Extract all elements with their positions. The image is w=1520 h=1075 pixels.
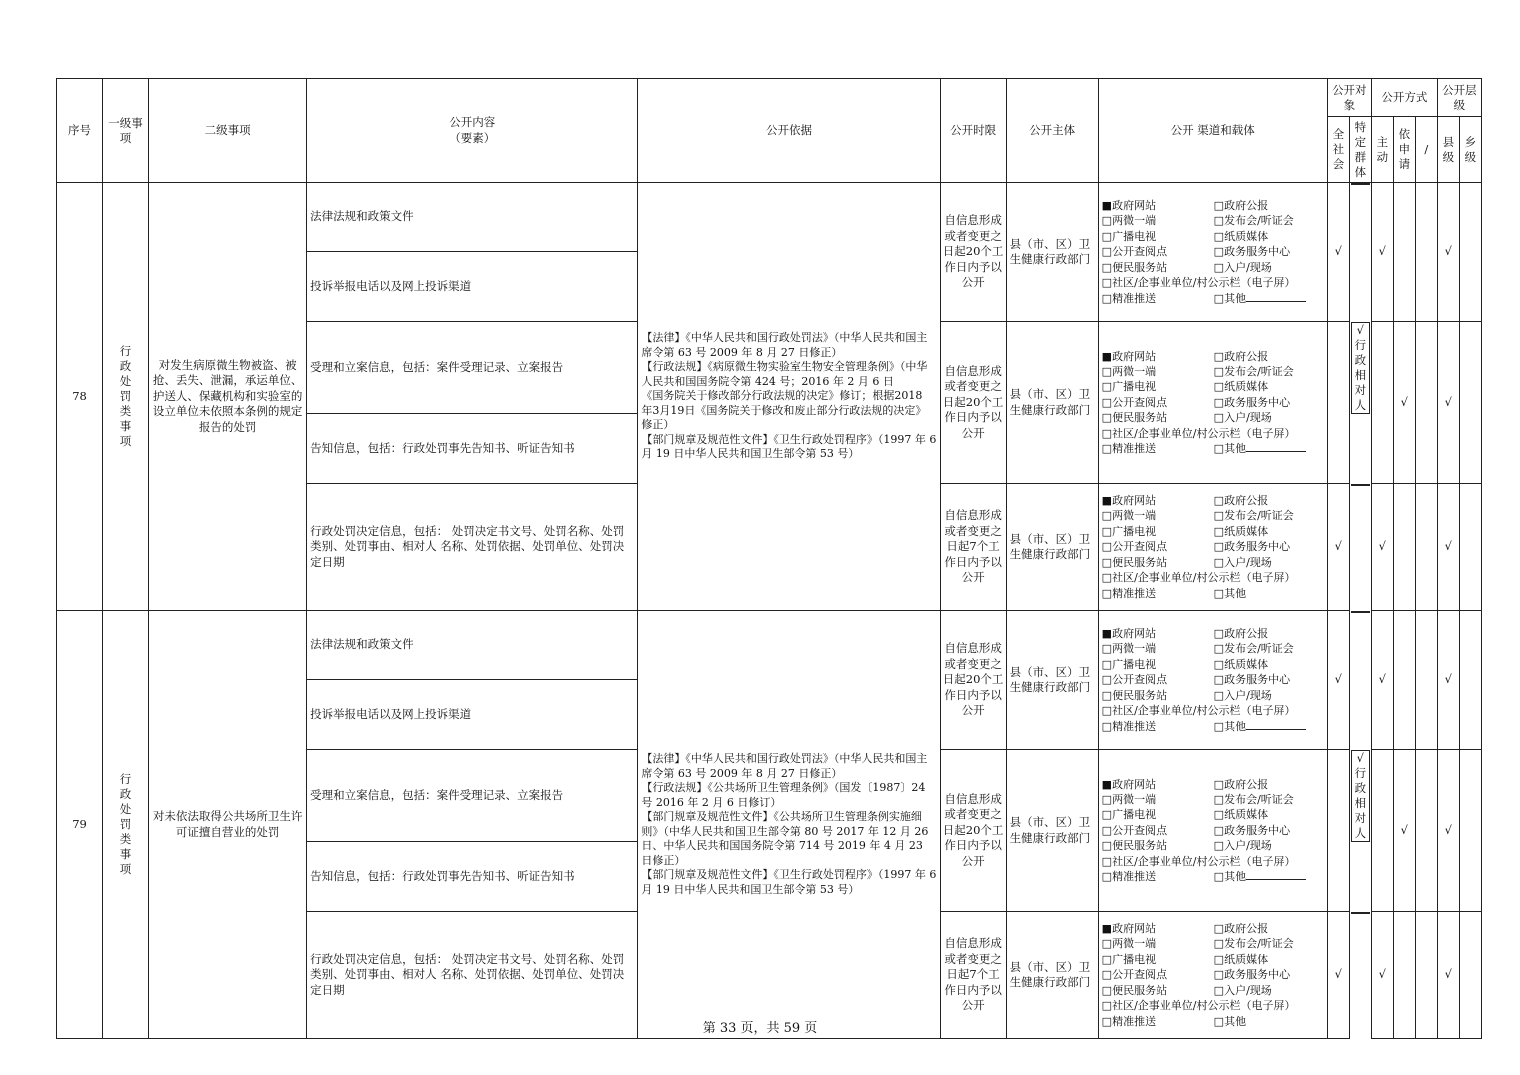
channel-gov-bulletin[interactable]: □政府公报 [1213,922,1269,936]
time-limit: 自信息形成或者变更之日起20个工作日内予以公开 [940,183,1006,322]
table-row [57,611,1482,680]
channel-two-micro[interactable]: □两微一端 [1101,642,1157,656]
target-specific-cell: √行政相对人 [1351,750,1371,842]
channel-precise[interactable]: □精准推送 [1101,442,1157,456]
method-apply-cell [1393,183,1415,322]
channel-list [1102,198,1324,306]
channel-two-micro[interactable]: □两微一端 [1101,364,1157,378]
content-notify: 告知信息，包括：行政处罚事先告知书、听证告知书 [307,842,638,912]
channel-list [1102,493,1324,601]
channel-community[interactable]: □社区/企事业单位/村公示栏（电子屏） [1101,854,1296,868]
method-apply-cell [1393,611,1415,750]
channel-door[interactable]: □入户/现场 [1213,260,1272,274]
channel-paper[interactable]: □纸质媒体 [1213,657,1269,671]
channel-service-center[interactable]: □政务服务中心 [1213,540,1291,554]
header-method-apply: 依申请 [1393,117,1415,183]
channel-gov-site[interactable]: ■政府网站 [1101,922,1157,936]
header-time: 公开时限 [940,79,1006,183]
target-specific-cell [1351,183,1371,185]
channel-paper[interactable]: □纸质媒体 [1213,808,1269,822]
content-notify: 告知信息，包括：行政处罚事先告知书、听证告知书 [307,414,638,484]
header-method-active: 主动 [1371,117,1393,183]
channel-gov-bulletin[interactable]: □政府公报 [1213,199,1269,213]
level-county-cell: √ [1437,912,1459,1039]
channel-door[interactable]: □入户/现场 [1213,411,1272,425]
channel-radio-tv[interactable]: □广播电视 [1101,808,1157,822]
channel-other[interactable]: □其他 [1214,869,1324,884]
row-seq: 78 [57,183,103,611]
channel-cell [1098,322,1327,484]
channel-precise[interactable]: □精准推送 [1101,719,1157,733]
row-level1: 行政处罚类事项 [103,611,149,1039]
content-complaint: 投诉举报电话以及网上投诉渠道 [307,680,638,750]
channel-community[interactable]: □社区/企事业单位/村公示栏（电子屏） [1101,426,1296,440]
channel-gov-site[interactable]: ■政府网站 [1101,199,1157,213]
channel-service-center[interactable]: □政务服务中心 [1213,823,1291,837]
row-level1: 行政处罚类事项 [103,183,149,611]
channel-precise[interactable]: □精准推送 [1101,586,1157,600]
content-decision: 行政处罚决定信息，包括： 处罚决定书文号、处罚名称、处罚类别、处罚事由、相对人 名称、处罚依据、处罚单位、处罚决定日期 [307,484,638,611]
header-method-slash: / [1415,117,1437,183]
channel-reading[interactable]: □公开查阅点 [1101,540,1168,554]
channel-cell [1098,183,1327,322]
channel-two-micro[interactable]: □两微一端 [1101,509,1157,523]
channel-gov-site[interactable]: ■政府网站 [1101,349,1157,363]
row-level2: 对未依法取得公共场所卫生许可证擅自营业的处罚 [149,611,307,1039]
subject-cell: 县（市、区）卫 生健康行政部门 [1006,322,1098,484]
table-row [57,183,1482,252]
method-active-cell: √ [1371,183,1393,322]
content-accept: 受理和立案信息，包括：案件受理记录、立案报告 [307,750,638,842]
channel-radio-tv[interactable]: □广播电视 [1101,657,1157,671]
channel-service-center[interactable]: □政务服务中心 [1213,968,1291,982]
channel-gov-site[interactable]: ■政府网站 [1101,494,1157,508]
channel-convenience[interactable]: □便民服务站 [1101,839,1168,853]
header-content: 公开内容 （要素） [307,79,638,183]
channel-press[interactable]: □发布会/听证会 [1213,214,1294,228]
target-specific-cell [1351,484,1371,486]
method-active-cell [1371,750,1393,912]
channel-radio-tv[interactable]: □广播电视 [1101,380,1157,394]
channel-precise[interactable]: □精准推送 [1101,870,1157,884]
method-apply-cell: √ [1393,322,1415,484]
channel-convenience[interactable]: □便民服务站 [1101,983,1168,997]
target-all-cell: √ [1327,484,1349,611]
level-county-cell: √ [1437,750,1459,912]
channel-press[interactable]: □发布会/听证会 [1213,642,1294,656]
channel-two-micro[interactable]: □两微一端 [1101,214,1157,228]
channel-cell [1098,484,1327,611]
channel-community[interactable]: □社区/企事业单位/村公示栏（电子屏） [1101,704,1296,718]
level-county-cell: √ [1437,322,1459,484]
level-county-cell: √ [1437,183,1459,322]
channel-radio-tv[interactable]: □广播电视 [1101,952,1157,966]
subject-cell: 县（市、区）卫 生健康行政部门 [1006,484,1098,611]
method-slash-cell [1415,750,1437,912]
channel-list [1102,349,1324,457]
channel-precise[interactable]: □精准推送 [1101,291,1157,305]
level-town-cell [1459,183,1481,322]
channel-community[interactable]: □社区/企事业单位/村公示栏（电子屏） [1101,571,1296,585]
channel-door[interactable]: □入户/现场 [1213,983,1272,997]
basis-cell [638,611,940,1039]
basis-cell [638,183,940,611]
header-target-specific: 特定群体 [1349,117,1371,183]
channel-community[interactable]: □社区/企事业单位/村公示栏（电子屏） [1101,276,1296,290]
channel-radio-tv[interactable]: □广播电视 [1101,229,1157,243]
time-limit: 自信息形成或者变更之日起7个工作日内予以公开 [940,484,1006,611]
header-basis: 公开依据 [638,79,940,183]
target-all-cell [1327,750,1349,912]
content-complaint: 投诉举报电话以及网上投诉渠道 [307,252,638,322]
channel-two-micro[interactable]: □两微一端 [1101,792,1157,806]
channel-list [1102,626,1324,734]
channel-other[interactable]: □其他 [1214,719,1324,734]
content-laws: 法律法规和政策文件 [307,611,638,680]
level-town-cell [1459,611,1481,750]
method-slash-cell [1415,484,1437,611]
method-apply-cell [1393,484,1415,611]
method-slash-cell [1415,611,1437,750]
channel-other[interactable]: □其他 [1214,291,1324,306]
level-town-cell [1459,322,1481,484]
channel-convenience[interactable]: □便民服务站 [1101,555,1168,569]
basis-line: 【行政法规】《病原微生物实验室生物安全管理条例》（中华人民共和国国务院令第 424 号；2016 年 2 月 6 日 [641,360,928,388]
channel-paper[interactable]: □纸质媒体 [1213,952,1269,966]
header-target: 公开对象 [1327,79,1371,117]
channel-paper[interactable]: □纸质媒体 [1213,524,1269,538]
channel-door[interactable]: □入户/现场 [1213,688,1272,702]
header-level2: 二级事项 [149,79,307,183]
target-specific-cell [1351,611,1371,613]
subject-cell: 县（市、区）卫 生健康行政部门 [1006,750,1098,912]
channel-list [1102,921,1324,1029]
disclosure-table [56,78,1482,1039]
channel-gov-bulletin[interactable]: □政府公报 [1213,777,1269,791]
basis-line: 【部门规章及规范性文件】《卫生行政处罚程序》（1997 年 6 月 19 日中华人民共和国卫生部令第 53 号） [641,432,937,461]
basis-line: 《国务院关于修改部分行政法规的决定》修订；根据2018 年3月19日《国务院关于修改和废止部分行政法规的决定》修正） [641,389,927,432]
header-seq: 序号 [57,79,103,183]
channel-gov-bulletin[interactable]: □政府公报 [1213,349,1269,363]
channel-paper[interactable]: □纸质媒体 [1213,229,1269,243]
channel-gov-bulletin[interactable]: □政府公报 [1213,627,1269,641]
channel-convenience[interactable]: □便民服务站 [1101,411,1168,425]
basis-line: 【法律】《中华人民共和国行政处罚法》（中华人民共和国主席令第 63 号 2009 年 8 月 27 日修正） [641,331,928,359]
channel-gov-site[interactable]: ■政府网站 [1101,627,1157,641]
target-all-cell: √ [1327,183,1349,322]
channel-cell [1098,750,1327,912]
basis-line: 【部门规章及规范性文件】《卫生行政处罚程序》（1997 年 6 月 19 日中华人民共和国卫生部令第 53 号） [641,868,937,896]
content-decision: 行政处罚决定信息，包括： 处罚决定书文号、处罚名称、处罚类别、处罚事由、相对人 名称、处罚依据、处罚单位、处罚决定日期 [307,912,638,1039]
channel-press[interactable]: □发布会/听证会 [1213,364,1294,378]
channel-press[interactable]: □发布会/听证会 [1213,792,1294,806]
header-method: 公开方式 [1371,79,1437,117]
subject-cell: 县（市、区）卫 生健康行政部门 [1006,183,1098,322]
channel-door[interactable]: □入户/现场 [1213,555,1272,569]
channel-press[interactable]: □发布会/听证会 [1213,509,1294,523]
channel-other[interactable]: □其他 [1214,441,1324,456]
method-active-cell: √ [1371,611,1393,750]
header-channel: 公开 渠道和载体 [1098,79,1327,183]
channel-two-micro[interactable]: □两微一端 [1101,937,1157,951]
method-slash-cell [1415,322,1437,484]
method-active-cell [1371,322,1393,484]
channel-community[interactable]: □社区/企事业单位/村公示栏（电子屏） [1101,999,1296,1013]
channel-paper[interactable]: □纸质媒体 [1213,380,1269,394]
channel-convenience[interactable]: □便民服务站 [1101,688,1168,702]
channel-service-center[interactable]: □政务服务中心 [1213,673,1291,687]
table-body [57,183,1482,1039]
level-town-cell [1459,484,1481,611]
method-active-cell: √ [1371,484,1393,611]
channel-service-center[interactable]: □政务服务中心 [1213,245,1291,259]
method-active-cell: √ [1371,912,1393,1039]
channel-gov-site[interactable]: ■政府网站 [1101,777,1157,791]
time-limit: 自信息形成或者变更之日起20个工作日内予以公开 [940,750,1006,912]
subject-cell: 县（市、区）卫 生健康行政部门 [1006,912,1098,1039]
time-limit: 自信息形成或者变更之日起7个工作日内予以公开 [940,912,1006,1039]
level-county-cell: √ [1437,484,1459,611]
channel-list [1102,777,1324,885]
channel-reading[interactable]: □公开查阅点 [1101,968,1168,982]
method-slash-cell [1415,183,1437,322]
header-subject: 公开主体 [1006,79,1098,183]
basis-line: 【法律】《中华人民共和国行政处罚法》（中华人民共和国主席令第 63 号 2009 年 8 月 27 日修正） [641,752,928,780]
channel-other[interactable]: □其他 [1213,586,1247,600]
time-limit: 自信息形成或者变更之日起20个工作日内予以公开 [940,322,1006,484]
channel-convenience[interactable]: □便民服务站 [1101,260,1168,274]
target-all-cell: √ [1327,611,1349,750]
subject-cell: 县（市、区）卫 生健康行政部门 [1006,611,1098,750]
channel-gov-bulletin[interactable]: □政府公报 [1213,494,1269,508]
channel-reading[interactable]: □公开查阅点 [1101,245,1168,259]
row-level2: 对发生病原微生物被盗、被抢、丢失、泄漏，承运单位、护送人、保藏机构和实验室的设立单位未依照本条例的规定报告的处罚 [149,183,307,611]
header-level1: 一级事项 [103,79,149,183]
channel-reading[interactable]: □公开查阅点 [1101,673,1168,687]
target-all-cell [1327,322,1349,484]
channel-cell [1098,611,1327,750]
channel-press[interactable]: □发布会/听证会 [1213,937,1294,951]
channel-reading[interactable]: □公开查阅点 [1101,823,1168,837]
channel-other[interactable]: □其他 [1213,1014,1247,1028]
method-apply-cell: √ [1393,750,1415,912]
page-footer: 第 33 页，共 59 页 [702,1021,818,1036]
target-specific-cell: √行政相对人 [1351,322,1371,414]
channel-service-center[interactable]: □政务服务中心 [1213,395,1291,409]
target-specific-cell [1351,912,1371,914]
header-level: 公开层级 [1437,79,1481,117]
basis-line: 【部门规章及规范性文件】《公共场所卫生管理条例实施细则》（中华人民共和国卫生部令第 80 号 2017 年 12 月 26 日、中华人民共和国国务院令第 714 号 2019 年 4 月 23 日修正） [641,810,929,867]
level-town-cell [1459,750,1481,912]
basis-line: 【行政法规】《公共场所卫生管理条例》（国发〔1987〕24 号 2016 年 2 月 6 日修订） [641,781,926,809]
header-target-all: 全社会 [1327,117,1349,183]
header-level-county: 县级 [1437,117,1459,183]
channel-radio-tv[interactable]: □广播电视 [1101,524,1157,538]
content-laws: 法律法规和政策文件 [307,183,638,252]
channel-door[interactable]: □入户/现场 [1213,839,1272,853]
header-level-town: 乡级 [1459,117,1481,183]
channel-reading[interactable]: □公开查阅点 [1101,395,1168,409]
channel-precise[interactable]: □精准推送 [1101,1014,1157,1028]
level-county-cell: √ [1437,611,1459,750]
content-accept: 受理和立案信息，包括：案件受理记录、立案报告 [307,322,638,414]
row-seq: 79 [57,611,103,1039]
target-all-cell: √ [1327,912,1349,1039]
time-limit: 自信息形成或者变更之日起20个工作日内予以公开 [940,611,1006,750]
